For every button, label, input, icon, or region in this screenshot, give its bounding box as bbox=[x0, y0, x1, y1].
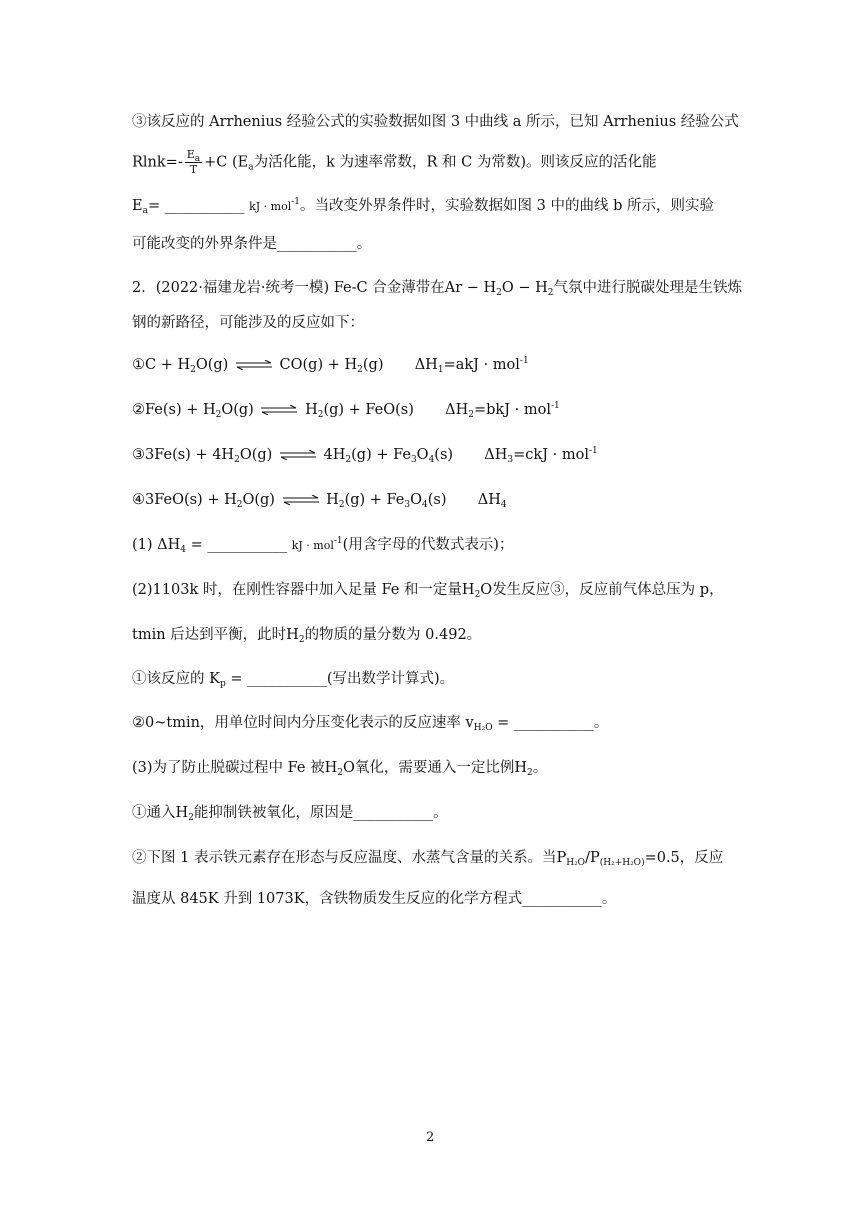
ea-symbol-sub: a bbox=[142, 206, 148, 216]
arrhenius-rhs: +C (E bbox=[204, 154, 249, 171]
r2-rhs-2: (g) + FeO(s) bbox=[323, 402, 414, 418]
r2-dh-sup: -1 bbox=[550, 401, 560, 411]
p2-h-sub: 2 bbox=[474, 590, 481, 600]
r2-dh: ΔH bbox=[445, 402, 469, 418]
answer-blank-rate: = ___________。 bbox=[492, 715, 609, 731]
r2-lhs-sub: 2 bbox=[215, 410, 222, 420]
q2-text-2: 钢的新路径，可能涉及的反应如下： bbox=[132, 315, 364, 331]
arrhenius-lhs: Rlnk=- bbox=[132, 154, 183, 171]
r2-dh-value: =bkJ · mol bbox=[474, 402, 551, 418]
p3-h: H bbox=[286, 627, 299, 643]
ea-sub: a bbox=[248, 162, 254, 173]
p1-label: (1) ΔH bbox=[132, 537, 181, 553]
p7-text-2: 能抑制铁被氧化，原因是___________。 bbox=[193, 805, 448, 821]
p6-text-3: 。 bbox=[532, 760, 548, 776]
r4-rhs-sub: 2 bbox=[338, 500, 345, 510]
p7-text-1: ①通入 bbox=[132, 805, 176, 821]
q2-heading: 2．(2022·福建龙岩·统考一模) Fe-C 合金薄带在 bbox=[132, 280, 445, 296]
q1-line-1 bbox=[132, 112, 739, 132]
part-3-q2-line-1 bbox=[132, 848, 723, 868]
r2-rhs-sub: 2 bbox=[317, 410, 324, 420]
r4-rhs-sub-3: 4 bbox=[422, 500, 428, 510]
part-3 bbox=[132, 758, 547, 778]
p6-o: O bbox=[343, 760, 355, 776]
q2-line-1 bbox=[132, 278, 742, 298]
p7-h-sub: 2 bbox=[188, 813, 194, 823]
p8-p-sub: H₂O bbox=[566, 858, 586, 868]
p3-h-sub: 2 bbox=[298, 635, 305, 645]
gas-sub-2: 2 bbox=[547, 288, 554, 298]
equilibrium-arrow-icon bbox=[235, 360, 273, 370]
part-2-line-1 bbox=[132, 580, 724, 600]
ea-over-t-fraction bbox=[185, 148, 202, 177]
fraction-numerator: E bbox=[186, 148, 195, 161]
p8-text-2: ，反应 bbox=[679, 850, 724, 866]
p3-text-1: tmin 后达到平衡，此时 bbox=[132, 627, 287, 643]
reaction-3 bbox=[132, 445, 598, 465]
p2-h: H bbox=[461, 582, 475, 598]
equilibrium-arrow-icon bbox=[282, 495, 320, 505]
q1-text-2: 为活化能，k 为速率常数，R 和 C 为常数)。则该反应的活化能 bbox=[253, 154, 657, 171]
reaction-1 bbox=[132, 355, 529, 375]
r1-rhs-sub: 2 bbox=[357, 365, 363, 375]
q2-text-1: 气氛中进行脱碳处理是生铁炼 bbox=[553, 280, 743, 296]
answer-blank-kp: = ___________(写出数学计算式)。 bbox=[225, 671, 455, 687]
r2-rhs: H bbox=[305, 402, 318, 418]
r3-dh-value: =ckJ · mol bbox=[513, 447, 589, 463]
r4-dh: ΔH bbox=[477, 492, 501, 508]
p8-p: P bbox=[556, 850, 567, 866]
r1-rhs-2: (g) bbox=[362, 357, 384, 373]
r1-lhs: ①C + H bbox=[132, 357, 191, 373]
kp-label: ①该反应的 K bbox=[132, 671, 220, 687]
answer-blank-dh4: = ___________ bbox=[186, 537, 288, 553]
fraction-numerator-sub: a bbox=[194, 154, 201, 164]
r2-lhs-2: O(g) bbox=[221, 402, 254, 418]
q1-text-1: ③该反应的 Arrhenius 经验公式的实验数据如图 3 中曲线 a 所示，已知 Arrhenius 经验公式 bbox=[132, 114, 739, 130]
r4-rhs-3: O bbox=[410, 492, 422, 508]
fraction-denominator: T bbox=[189, 163, 198, 176]
r4-lhs-sub: 2 bbox=[236, 500, 243, 510]
r3-rhs: 4H bbox=[323, 447, 346, 463]
p3-text-2: 的物质的量分数为 0.492。 bbox=[304, 627, 482, 643]
r4-lhs: ④3FeO(s) + H bbox=[132, 492, 237, 508]
p1-unit: kJ · mol bbox=[291, 539, 334, 552]
part-2-kp bbox=[132, 669, 454, 689]
answer-blank-ea: = ___________ bbox=[147, 198, 245, 214]
p9-text: 温度从 845K 升到 1073K，含铁物质发生反应的化学方程式___________。 bbox=[132, 891, 617, 907]
q2-line-2 bbox=[132, 313, 364, 333]
p1-unit-sup: -1 bbox=[333, 536, 343, 546]
rate-sub: H₂O bbox=[473, 723, 493, 733]
p6-text-1: (3)为了防止脱碳过程中 Fe 被 bbox=[132, 760, 325, 776]
r3-dh-sub: 3 bbox=[507, 455, 514, 465]
rate-label: ②0~tmin，用单位时间内分压变化表示的反应速率 v bbox=[132, 715, 474, 731]
part-3-q2-line-2 bbox=[132, 889, 616, 909]
r3-rhs-sub: 2 bbox=[345, 455, 352, 465]
part-2-rate bbox=[132, 713, 608, 733]
r4-lhs-2: O(g) bbox=[242, 492, 275, 508]
r3-rhs-2: (g) + Fe bbox=[351, 447, 411, 463]
unit-sup: -1 bbox=[291, 197, 301, 207]
gas-sub-1: 2 bbox=[496, 288, 502, 298]
kp-sub: p bbox=[219, 679, 226, 689]
r3-dh-sup: -1 bbox=[588, 446, 598, 456]
p8-val: =0.5 bbox=[644, 850, 680, 866]
p1-text: (用含字母的代数式表示)； bbox=[342, 537, 514, 553]
ea-symbol: E bbox=[132, 198, 143, 214]
r2-lhs: ②Fe(s) + H bbox=[132, 402, 216, 418]
p8-mid: /P bbox=[585, 850, 600, 866]
r3-lhs: ③3Fe(s) + 4H bbox=[132, 447, 235, 463]
r1-lhs-sub: 2 bbox=[190, 365, 196, 375]
q1-text-4: 可能改变的外界条件是___________。 bbox=[132, 236, 372, 252]
r3-rhs-3: O bbox=[416, 447, 429, 463]
r1-dh-sup: -1 bbox=[519, 356, 529, 366]
p6-h2-sub: 2 bbox=[527, 768, 533, 778]
r3-rhs-sub-3: 4 bbox=[428, 455, 435, 465]
p6-h: H bbox=[324, 760, 338, 776]
p8-mid-sub: (H₂+H₂O) bbox=[599, 858, 645, 868]
part-1 bbox=[132, 535, 513, 556]
p7-h: H bbox=[175, 805, 189, 821]
p2-text-1: (2)1103k 时，在刚性容器中加入足量 Fe 和一定量 bbox=[132, 582, 462, 598]
part-2-line-2 bbox=[132, 625, 481, 645]
r4-rhs-2: (g) + Fe bbox=[344, 492, 405, 508]
p8-text-1: ②下图 1 表示铁元素存在形态与反应温度、水蒸气含量的关系。当 bbox=[132, 850, 557, 866]
p2-text-2: 发生反应③，反应前气体总压为 p， bbox=[492, 582, 724, 598]
r4-rhs: H bbox=[326, 492, 339, 508]
r3-rhs-sub-2: 3 bbox=[410, 455, 417, 465]
gas-formula-1: Ar − H bbox=[444, 280, 497, 296]
r1-lhs-2: O(g) bbox=[195, 357, 229, 373]
r4-dh-sub: 4 bbox=[500, 500, 507, 510]
r1-dh: ΔH bbox=[414, 357, 438, 373]
equilibrium-arrow-icon bbox=[279, 450, 317, 460]
p1-label-sub: 4 bbox=[180, 545, 186, 555]
r3-lhs-sub: 2 bbox=[234, 455, 240, 465]
page-number: 2 bbox=[426, 1130, 435, 1145]
equilibrium-arrow-icon bbox=[260, 405, 298, 415]
p6-h2: H bbox=[514, 760, 528, 776]
r3-rhs-4: (s) bbox=[434, 447, 454, 463]
part-3-q1 bbox=[132, 803, 448, 823]
unit-kj-mol: kJ · mol bbox=[249, 200, 292, 213]
gas-formula-2: O − H bbox=[501, 280, 548, 296]
p2-o: O bbox=[480, 582, 493, 598]
q1-line-4 bbox=[132, 234, 371, 254]
reaction-4 bbox=[132, 490, 507, 510]
r4-rhs-sub-2: 3 bbox=[404, 500, 411, 510]
r2-dh-sub: 2 bbox=[468, 410, 474, 420]
r4-rhs-4: (s) bbox=[427, 492, 447, 508]
reaction-2 bbox=[132, 400, 560, 420]
r1-dh-sub: 1 bbox=[437, 365, 444, 375]
r1-dh-value: =akJ · mol bbox=[443, 357, 520, 373]
q1-line-3 bbox=[132, 196, 714, 217]
p6-h-sub: 2 bbox=[337, 768, 343, 778]
r3-dh: ΔH bbox=[484, 447, 508, 463]
p6-text-2: 氧化，需要通入一定比例 bbox=[354, 760, 515, 776]
q1-text-3: 。当改变外界条件时，实验数据如图 3 中的曲线 b 所示，则实验 bbox=[300, 198, 714, 214]
r1-rhs: CO(g) + H bbox=[279, 357, 358, 373]
r3-lhs-2: O(g) bbox=[239, 447, 273, 463]
q1-line-2 bbox=[132, 148, 657, 177]
